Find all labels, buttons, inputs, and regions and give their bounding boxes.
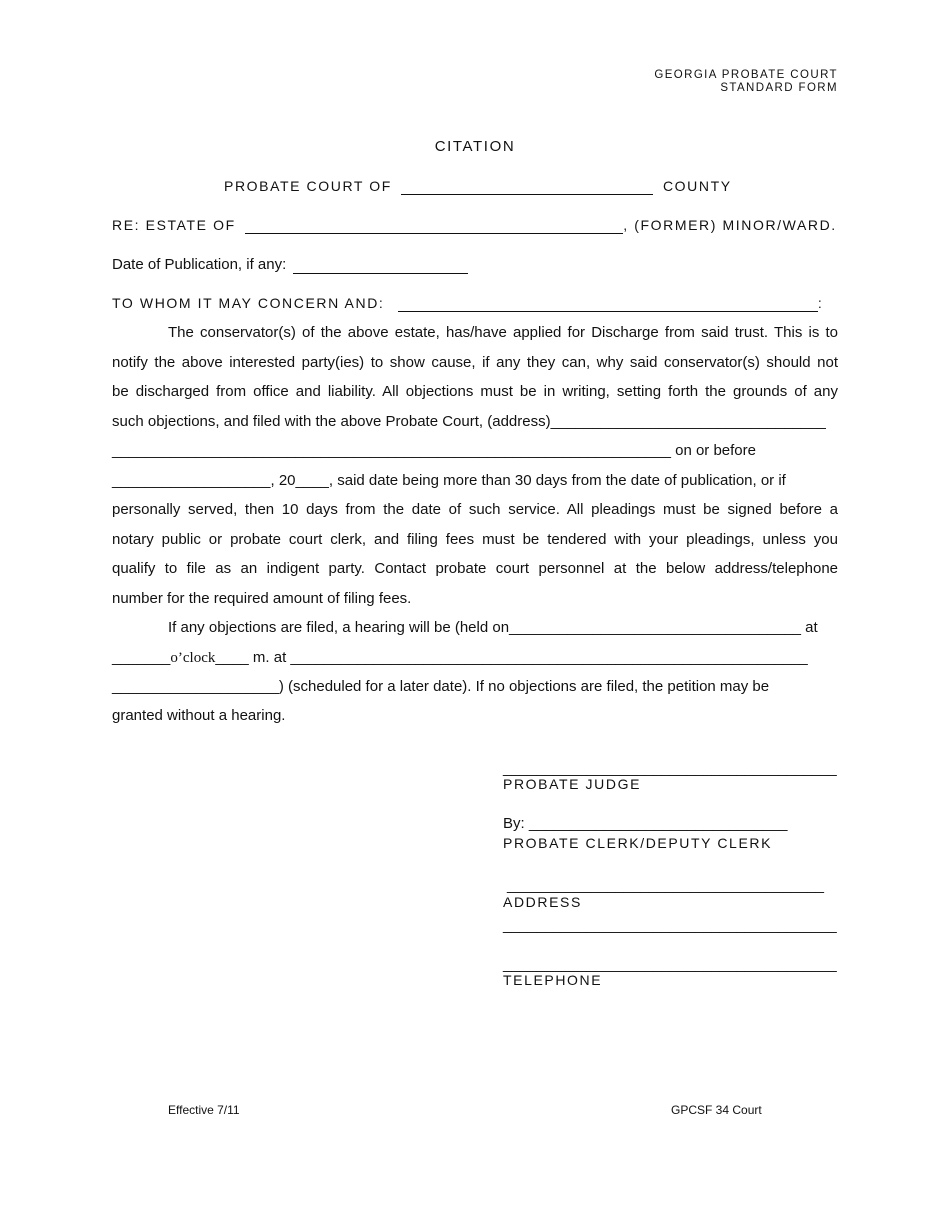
address-line: such objections, and filed with the above Probate Court, (address)_________________________________: [112, 413, 826, 430]
concern-end: :: [817, 295, 824, 311]
estate-line: [112, 217, 837, 234]
hearing-place-blank: ____ m. at ______________________________________________________________: [215, 649, 808, 666]
court-line: [224, 178, 732, 195]
effective-date: Effective 7/11: [168, 1103, 240, 1117]
clerk-signature-line[interactable]: By: _______________________________: [503, 815, 788, 832]
address-signature-line[interactable]: ______________________________________: [507, 877, 825, 894]
hearing-time-line: [112, 649, 838, 667]
concern-label: TO WHOM IT MAY CONCERN AND:: [112, 295, 385, 311]
telephone-label: TELEPHONE: [503, 972, 603, 988]
header-line-2: STANDARD FORM: [720, 82, 838, 94]
header-court-name: [654, 69, 838, 94]
oclock-text: o’clock: [170, 650, 216, 666]
form-title: CITATION: [434, 138, 516, 155]
body-line: notify the above interested party(ies) to show cause, if any they can, why said conservator(s) should not: [112, 354, 838, 371]
hearing-line: granted without a hearing.: [112, 707, 286, 724]
body-line: number for the required amount of filing fees.: [112, 590, 412, 607]
telephone-line[interactable]: ________________________________________: [503, 956, 837, 973]
concern-line: [112, 295, 823, 312]
hearing-line: ____________________) (scheduled for a later date). If no objections are filed, the petition may be: [112, 678, 770, 695]
publication-label: Date of Publication, if any:: [112, 256, 287, 273]
publication-line: [112, 256, 468, 274]
interested-party-field[interactable]: [398, 295, 818, 312]
body-line: notary public or probate court clerk, and filing fees must be tendered with your pleadings, unless you: [112, 531, 838, 548]
estate-suffix: , (FORMER) MINOR/WARD.: [623, 217, 837, 233]
header-line-1: GEORGIA PROBATE COURT: [654, 69, 838, 81]
deadline-year-blank: ____: [295, 472, 329, 489]
body-line: be discharged from office and liability. All objections must be in writing, setting forth the grounds of any: [112, 383, 838, 400]
probate-clerk-label: PROBATE CLERK/DEPUTY CLERK: [503, 835, 773, 851]
address-label: ADDRESS: [503, 894, 582, 910]
deadline-date-blank: ___________________, 20: [112, 472, 296, 489]
estate-name-field[interactable]: [245, 217, 623, 234]
court-prefix: PROBATE COURT OF: [224, 178, 392, 194]
body-line: qualify to file as an indigent party. Contact probate court personnel at the below address/telephone: [112, 560, 838, 577]
hearing-line: If any objections are filed, a hearing will be (held on___________________________________ at: [168, 619, 818, 636]
judge-signature-line[interactable]: ________________________________________: [503, 760, 837, 777]
body-line: personally served, then 10 days from the date of such service. All pleadings must be signed before a: [112, 501, 838, 518]
form-id: GPCSF 34 Court: [671, 1103, 762, 1117]
address-line-continued: ___________________________________________________________________ on or before: [112, 442, 756, 459]
county-field[interactable]: [401, 178, 653, 195]
address-second-line[interactable]: ________________________________________: [503, 917, 837, 934]
court-suffix: COUNTY: [662, 178, 732, 194]
body-line: The conservator(s) of the above estate, has/have applied for Discharge from said trust. This is to: [168, 324, 838, 341]
publication-date-field[interactable]: [293, 256, 468, 274]
deadline-line: [112, 472, 838, 489]
hearing-hour-blank: _______: [112, 649, 171, 666]
estate-prefix: RE: ESTATE OF: [112, 217, 236, 233]
deadline-text: , said date being more than 30 days from the date of publication, or if: [328, 472, 786, 489]
probate-judge-label: PROBATE JUDGE: [503, 776, 642, 792]
